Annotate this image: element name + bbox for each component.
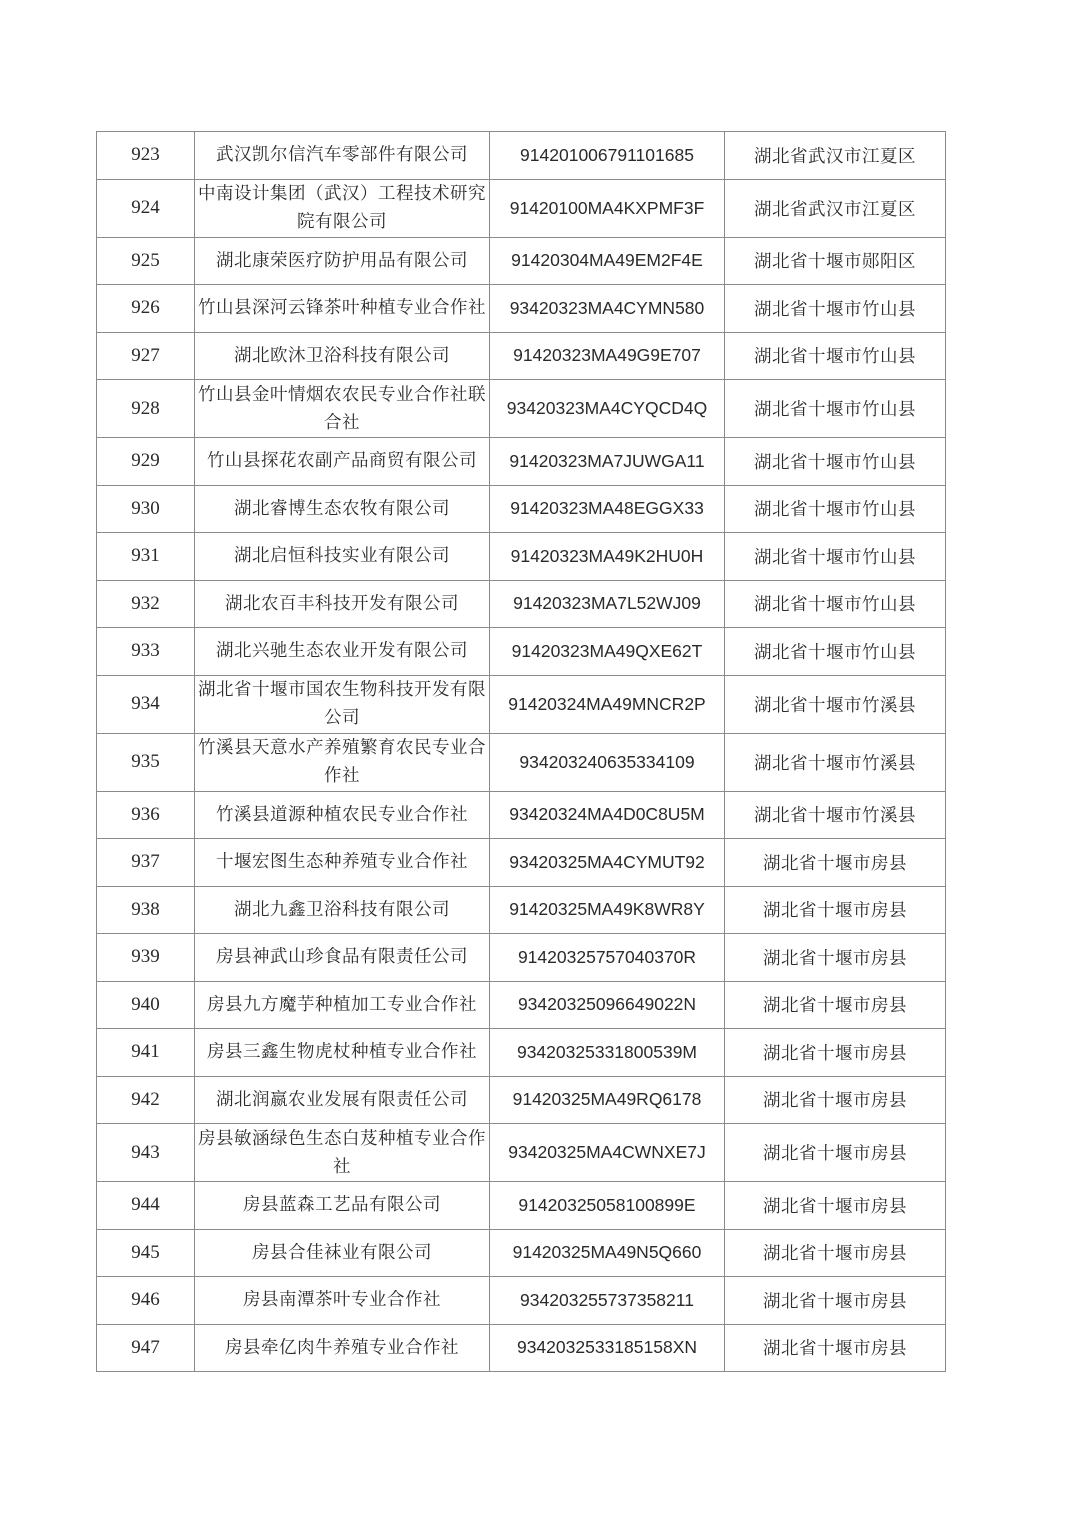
credit-code-cell: 93420323MA4CYMN580	[490, 285, 725, 333]
credit-code-cell: 91420323MA49QXE62T	[490, 628, 725, 676]
row-number-cell: 943	[97, 1124, 195, 1182]
table-row	[97, 580, 946, 628]
address-cell: 湖北省十堰市竹山县	[725, 438, 946, 486]
credit-code-cell: 91420323MA49G9E707	[490, 332, 725, 380]
row-number-cell: 924	[97, 179, 195, 237]
credit-code-cell: 91420325MA49RQ6178	[490, 1076, 725, 1124]
row-number-cell: 941	[97, 1029, 195, 1077]
row-number-cell: 945	[97, 1229, 195, 1277]
table-row	[97, 438, 946, 486]
table-row	[97, 285, 946, 333]
table-row	[97, 886, 946, 934]
address-cell: 湖北省十堰市竹山县	[725, 380, 946, 438]
address-cell: 湖北省十堰市竹山县	[725, 332, 946, 380]
address-cell: 湖北省十堰市竹山县	[725, 533, 946, 581]
row-number-cell: 942	[97, 1076, 195, 1124]
credit-code-cell: 91420325058100899E	[490, 1182, 725, 1230]
row-number-cell: 929	[97, 438, 195, 486]
table-row	[97, 791, 946, 839]
row-number-cell: 935	[97, 733, 195, 791]
row-number-cell: 930	[97, 485, 195, 533]
company-name-cell: 湖北九鑫卫浴科技有限公司	[195, 886, 490, 934]
credit-code-cell: 934203255737358211	[490, 1277, 725, 1325]
credit-code-cell: 91420100MA4KXPMF3F	[490, 179, 725, 237]
company-name-cell: 湖北省十堰市国农生物科技开发有限公司	[195, 675, 490, 733]
table-row	[97, 380, 946, 438]
credit-code-cell: 91420325MA49N5Q660	[490, 1229, 725, 1277]
row-number-cell: 940	[97, 981, 195, 1029]
company-name-cell: 房县神武山珍食品有限责任公司	[195, 934, 490, 982]
row-number-cell: 947	[97, 1324, 195, 1372]
table-row	[97, 533, 946, 581]
table-row	[97, 1029, 946, 1077]
company-name-cell: 房县三鑫生物虎杖种植专业合作社	[195, 1029, 490, 1077]
table-row	[97, 733, 946, 791]
address-cell: 湖北省十堰市竹山县	[725, 580, 946, 628]
table-row	[97, 237, 946, 285]
address-cell: 湖北省十堰市房县	[725, 886, 946, 934]
table-row	[97, 179, 946, 237]
company-name-cell: 房县牵亿肉牛养殖专业合作社	[195, 1324, 490, 1372]
table-row	[97, 332, 946, 380]
row-number-cell: 937	[97, 839, 195, 887]
table-row	[97, 1277, 946, 1325]
company-name-cell: 竹溪县天意水产养殖繁育农民专业合作社	[195, 733, 490, 791]
address-cell: 湖北省十堰市房县	[725, 1324, 946, 1372]
credit-code-cell: 9342032533185158XN	[490, 1324, 725, 1372]
credit-code-cell: 91420325757040370R	[490, 934, 725, 982]
credit-code-cell: 934203240635334109	[490, 733, 725, 791]
address-cell: 湖北省十堰市竹山县	[725, 628, 946, 676]
address-cell: 湖北省武汉市江夏区	[725, 179, 946, 237]
row-number-cell: 932	[97, 580, 195, 628]
table-row	[97, 1076, 946, 1124]
company-name-cell: 竹山县探花农副产品商贸有限公司	[195, 438, 490, 486]
table-row	[97, 675, 946, 733]
row-number-cell: 933	[97, 628, 195, 676]
address-cell: 湖北省十堰市房县	[725, 1076, 946, 1124]
credit-code-cell: 93420324MA4D0C8U5M	[490, 791, 725, 839]
row-number-cell: 926	[97, 285, 195, 333]
company-name-cell: 房县敏涵绿色生态白芨种植专业合作社	[195, 1124, 490, 1182]
row-number-cell: 936	[97, 791, 195, 839]
credit-code-cell: 91420323MA48EGGX33	[490, 485, 725, 533]
company-name-cell: 房县南潭茶叶专业合作社	[195, 1277, 490, 1325]
company-name-cell: 湖北启恒科技实业有限公司	[195, 533, 490, 581]
company-name-cell: 湖北润嬴农业发展有限责任公司	[195, 1076, 490, 1124]
row-number-cell: 923	[97, 132, 195, 180]
company-name-cell: 十堰宏图生态种养殖专业合作社	[195, 839, 490, 887]
table-row	[97, 485, 946, 533]
address-cell: 湖北省十堰市竹溪县	[725, 733, 946, 791]
company-name-cell: 房县蓝森工艺品有限公司	[195, 1182, 490, 1230]
credit-code-cell: 91420324MA49MNCR2P	[490, 675, 725, 733]
address-cell: 湖北省十堰市房县	[725, 839, 946, 887]
row-number-cell: 925	[97, 237, 195, 285]
address-cell: 湖北省十堰市房县	[725, 1277, 946, 1325]
credit-code-cell: 91420323MA7JUWGA11	[490, 438, 725, 486]
credit-code-cell: 91420323MA7L52WJ09	[490, 580, 725, 628]
row-number-cell: 928	[97, 380, 195, 438]
company-name-cell: 竹山县金叶情烟农农民专业合作社联合社	[195, 380, 490, 438]
enterprise-table-body	[97, 132, 946, 1372]
row-number-cell: 944	[97, 1182, 195, 1230]
credit-code-cell: 93420325MA4CWNXE7J	[490, 1124, 725, 1182]
row-number-cell: 931	[97, 533, 195, 581]
company-name-cell: 竹山县深河云锋茶叶种植专业合作社	[195, 285, 490, 333]
table-row	[97, 132, 946, 180]
credit-code-cell: 93420325MA4CYMUT92	[490, 839, 725, 887]
row-number-cell: 939	[97, 934, 195, 982]
row-number-cell: 934	[97, 675, 195, 733]
table-row	[97, 934, 946, 982]
address-cell: 湖北省十堰市房县	[725, 1229, 946, 1277]
row-number-cell: 946	[97, 1277, 195, 1325]
credit-code-cell: 93420325331800539M	[490, 1029, 725, 1077]
address-cell: 湖北省十堰市房县	[725, 981, 946, 1029]
company-name-cell: 房县九方魔芋种植加工专业合作社	[195, 981, 490, 1029]
company-name-cell: 湖北兴驰生态农业开发有限公司	[195, 628, 490, 676]
credit-code-cell: 914201006791101685	[490, 132, 725, 180]
row-number-cell: 927	[97, 332, 195, 380]
credit-code-cell: 91420325MA49K8WR8Y	[490, 886, 725, 934]
credit-code-cell: 93420323MA4CYQCD4Q	[490, 380, 725, 438]
table-row	[97, 981, 946, 1029]
company-name-cell: 湖北康荣医疗防护用品有限公司	[195, 237, 490, 285]
company-name-cell: 武汉凯尔信汽车零部件有限公司	[195, 132, 490, 180]
table-row	[97, 1229, 946, 1277]
table-row	[97, 1324, 946, 1372]
company-name-cell: 中南设计集团（武汉）工程技术研究院有限公司	[195, 179, 490, 237]
table-row	[97, 1182, 946, 1230]
credit-code-cell: 93420325096649022N	[490, 981, 725, 1029]
address-cell: 湖北省十堰市竹溪县	[725, 675, 946, 733]
table-row	[97, 628, 946, 676]
address-cell: 湖北省十堰市竹溪县	[725, 791, 946, 839]
company-name-cell: 房县合佳袜业有限公司	[195, 1229, 490, 1277]
company-name-cell: 湖北欧沐卫浴科技有限公司	[195, 332, 490, 380]
company-name-cell: 湖北农百丰科技开发有限公司	[195, 580, 490, 628]
address-cell: 湖北省十堰市房县	[725, 1124, 946, 1182]
address-cell: 湖北省十堰市房县	[725, 1182, 946, 1230]
row-number-cell: 938	[97, 886, 195, 934]
credit-code-cell: 91420323MA49K2HU0H	[490, 533, 725, 581]
company-name-cell: 湖北睿博生态农牧有限公司	[195, 485, 490, 533]
address-cell: 湖北省十堰市竹山县	[725, 285, 946, 333]
enterprise-table	[96, 131, 946, 1372]
address-cell: 湖北省十堰市房县	[725, 934, 946, 982]
table-row	[97, 839, 946, 887]
address-cell: 湖北省十堰市房县	[725, 1029, 946, 1077]
credit-code-cell: 91420304MA49EM2F4E	[490, 237, 725, 285]
address-cell: 湖北省武汉市江夏区	[725, 132, 946, 180]
address-cell: 湖北省十堰市郧阳区	[725, 237, 946, 285]
table-row	[97, 1124, 946, 1182]
address-cell: 湖北省十堰市竹山县	[725, 485, 946, 533]
company-name-cell: 竹溪县道源种植农民专业合作社	[195, 791, 490, 839]
